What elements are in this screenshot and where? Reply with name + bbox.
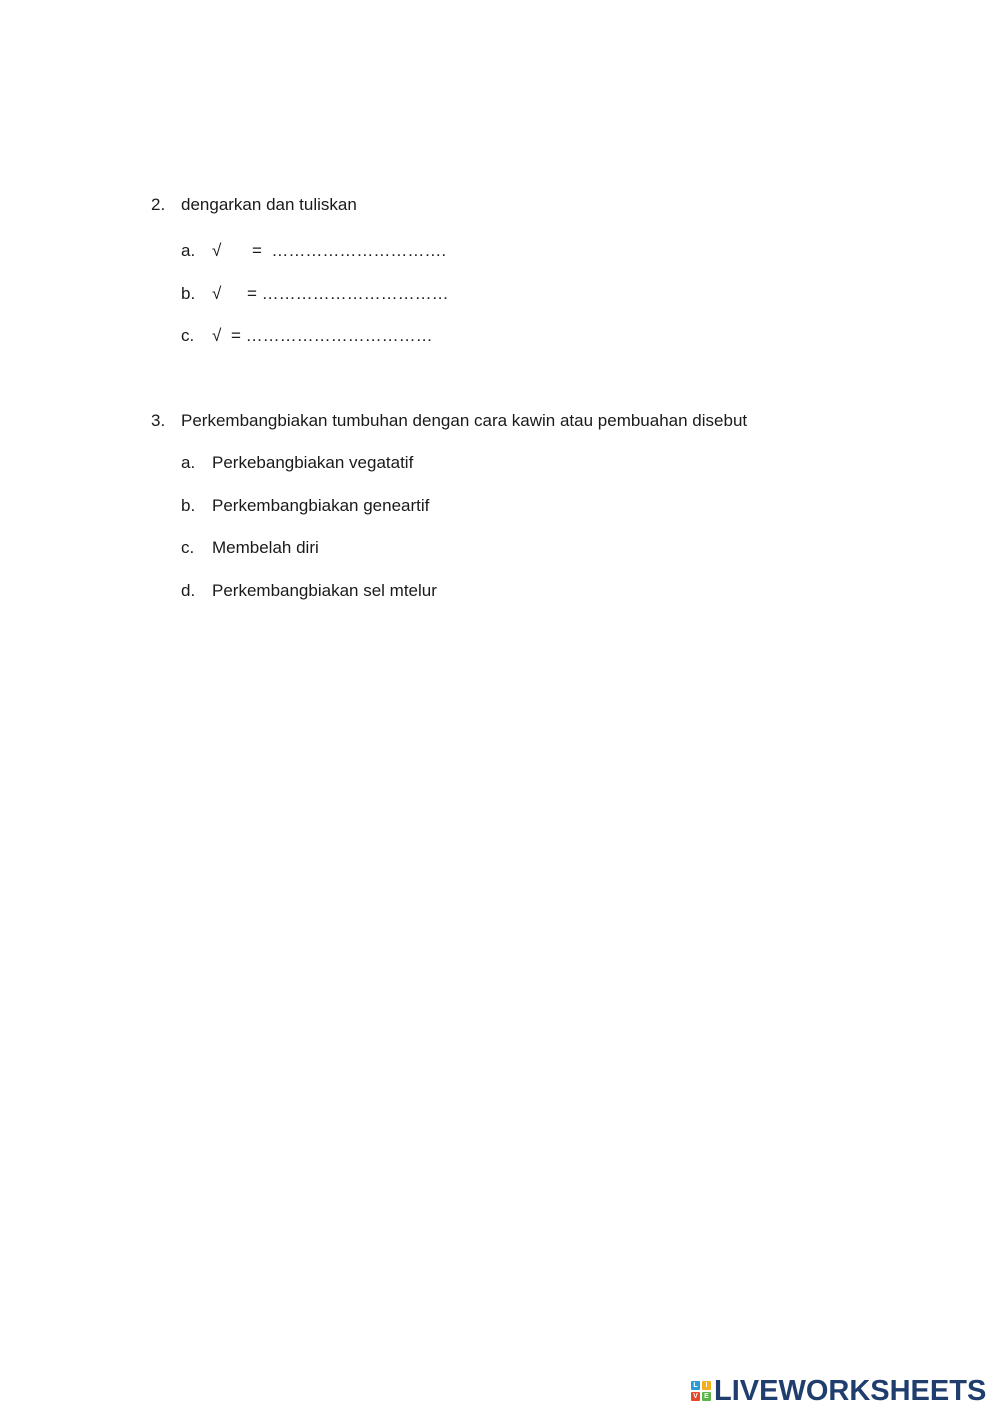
question-3-text: Perkembangbiakan tumbuhan dengan cara kawin atau pembuahan disebut bbox=[181, 411, 748, 430]
question-2-item-b-label: b. bbox=[181, 284, 196, 303]
question-2-item-b-sqrt: √ bbox=[212, 284, 222, 303]
question-2-item-c-label: c. bbox=[181, 326, 195, 345]
question-2-item-a-label: a. bbox=[181, 241, 196, 260]
question-2-item-a-answer[interactable]: = …………………………. bbox=[252, 241, 447, 260]
logo-letter-e: E bbox=[702, 1392, 711, 1401]
question-3-option-b-label: b. bbox=[181, 496, 196, 515]
question-3-number: 3. bbox=[151, 411, 166, 430]
question-2-item-c-sqrt: √ bbox=[212, 326, 222, 345]
question-2-item-b-answer[interactable]: = …………………………… bbox=[247, 284, 449, 303]
liveworksheets-logo bbox=[691, 1376, 986, 1406]
question-2-item-c-answer[interactable]: = …………………………… bbox=[231, 326, 433, 345]
logo-mark-icon bbox=[691, 1381, 711, 1401]
logo-letter-v: V bbox=[691, 1392, 700, 1401]
question-3-option-b[interactable]: Perkembangbiakan geneartif bbox=[212, 496, 430, 515]
logo-letter-i: I bbox=[702, 1381, 711, 1390]
question-2-item-a-sqrt: √ bbox=[212, 241, 222, 260]
question-3-option-a-label: a. bbox=[181, 453, 196, 472]
question-2-number: 2. bbox=[151, 195, 166, 214]
question-3-option-a[interactable]: Perkebangbiakan vegatatif bbox=[212, 453, 414, 472]
question-3-option-d[interactable]: Perkembangbiakan sel mtelur bbox=[212, 581, 437, 600]
question-2-text: dengarkan dan tuliskan bbox=[181, 195, 357, 214]
question-3-option-c-label: c. bbox=[181, 538, 195, 557]
question-3-option-d-label: d. bbox=[181, 581, 196, 600]
logo-letter-l: L bbox=[691, 1381, 700, 1390]
question-3-option-c[interactable]: Membelah diri bbox=[212, 538, 319, 557]
logo-wordmark: LIVEWORKSHEETS bbox=[714, 1375, 987, 1407]
